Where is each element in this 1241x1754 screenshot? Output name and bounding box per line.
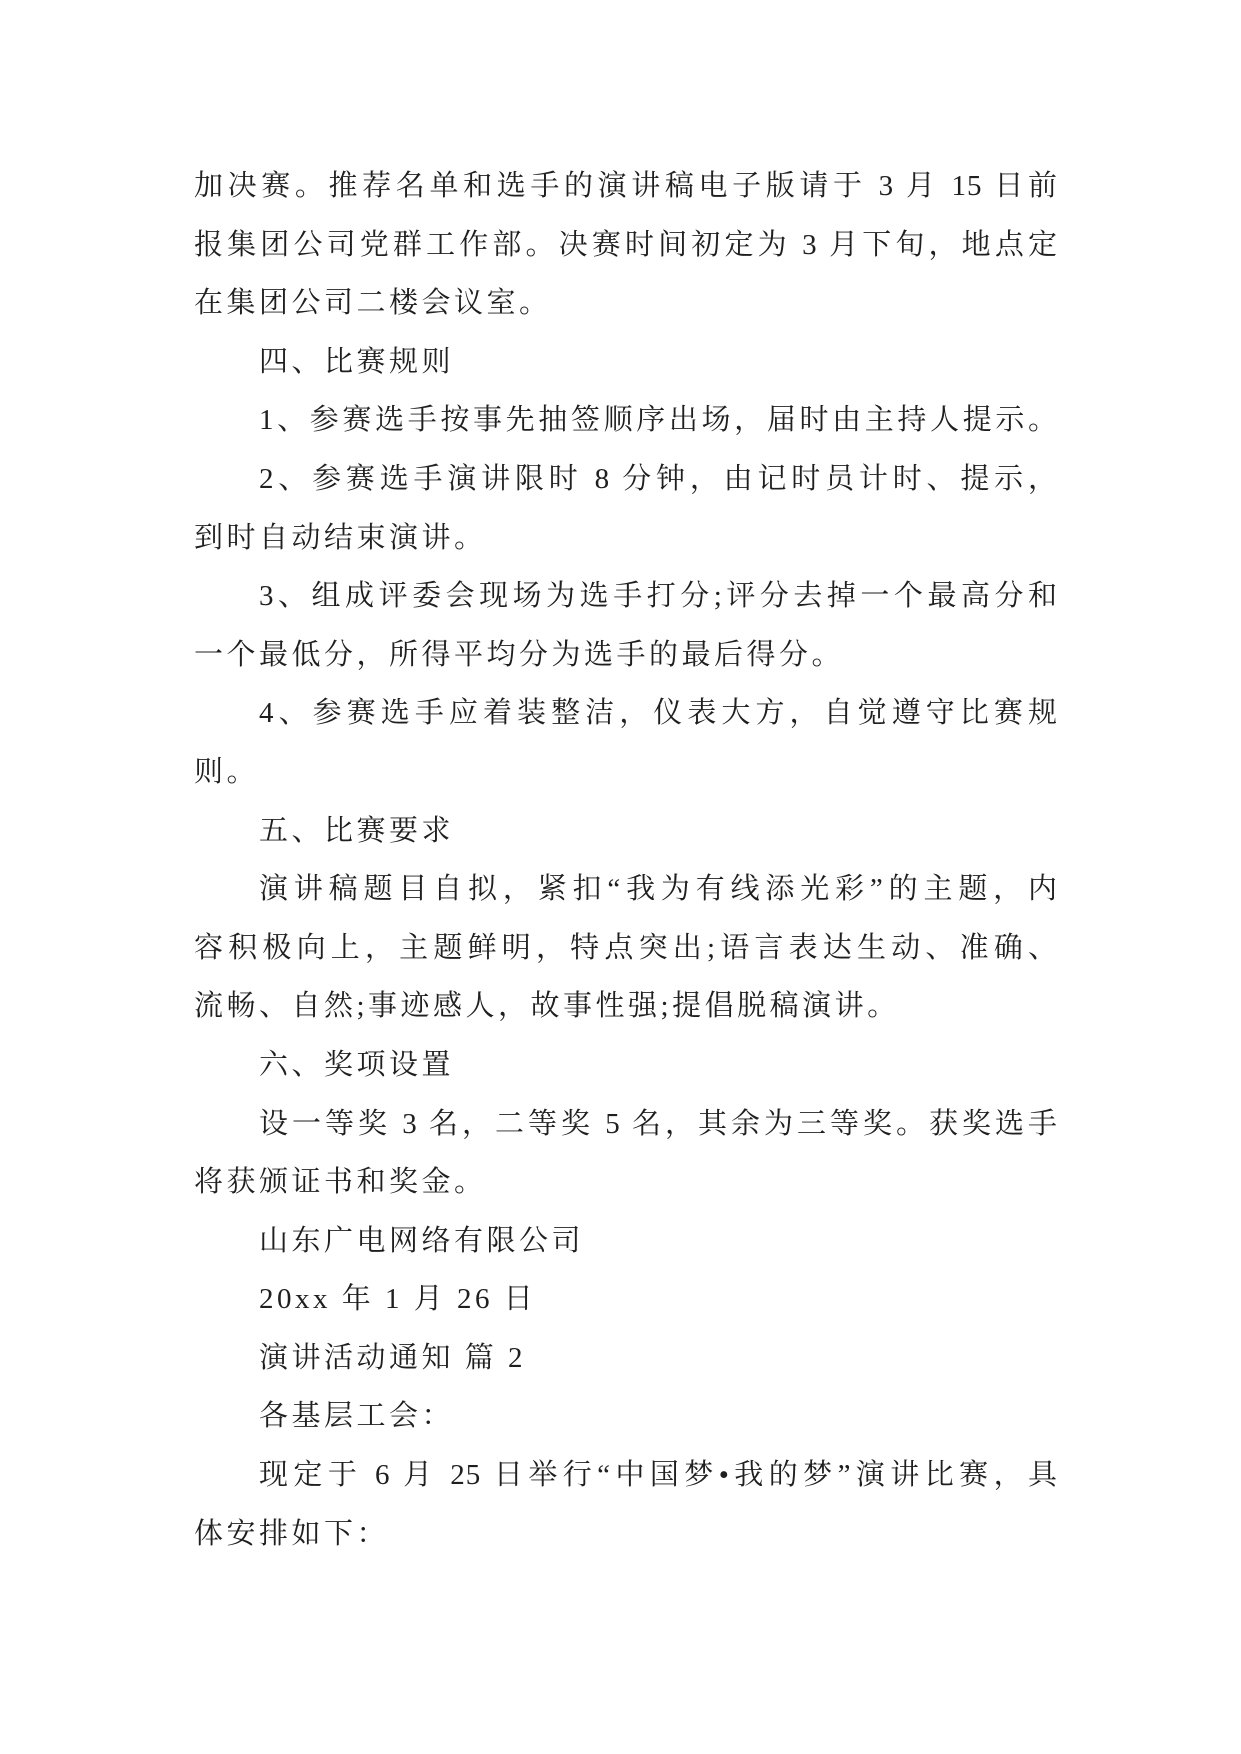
paragraph — [194, 450, 1058, 567]
signature-organization: 山东广电网络有限公司 — [259, 1224, 585, 1257]
paragraph — [194, 684, 1058, 801]
notice-body-line: 现定于 6 月 25 日举行“中国梦•我的梦”演讲比赛，具 — [259, 1459, 1058, 1492]
notice-body-line: 体安排如下： — [194, 1517, 390, 1550]
paragraph-text-line: 加决赛。推荐名单和选手的演讲稿电子版请于 3 月 15 日前 — [194, 170, 1058, 202]
rule-item-line: 1、参赛选手按事先抽签顺序出场，届时由主持人提示。 — [259, 404, 1058, 437]
paragraph-text-line: 在集团公司二楼会议室。 — [194, 287, 552, 320]
document-body — [194, 157, 1058, 1563]
awards-text-line: 设一等奖 3 名，二等奖 5 名，其余为三等奖。获奖选手 — [259, 1107, 1058, 1140]
rule-item-line: 4、参赛选手应着装整洁，仪表大方，自觉遵守比赛规 — [259, 697, 1058, 730]
requirements-text-line: 流畅、自然;事迹感人，故事性强;提倡脱稿演讲。 — [194, 990, 900, 1023]
paragraph — [194, 1036, 1058, 1095]
rule-item-line: 2、参赛选手演讲限时 8 分钟，由记时员计时、提示， — [259, 462, 1058, 495]
paragraph — [194, 391, 1058, 450]
notice-title: 演讲活动通知 篇 2 — [259, 1341, 527, 1374]
paragraph — [194, 1270, 1058, 1329]
paragraph — [194, 333, 1058, 392]
requirements-text-line: 容积极向上，主题鲜明，特点突出;语言表达生动、准确、 — [194, 931, 1058, 964]
rule-item-line: 一个最低分，所得平均分为选手的最后得分。 — [194, 638, 845, 671]
section-heading-rules: 四、比赛规则 — [259, 345, 455, 378]
rule-item-line: 3、组成评委会现场为选手打分;评分去掉一个最高分和 — [259, 580, 1058, 613]
rule-item-line: 则。 — [194, 755, 260, 788]
paragraph — [194, 567, 1058, 684]
paragraph — [194, 1329, 1058, 1388]
paragraph — [194, 1387, 1058, 1446]
section-heading-awards: 六、奖项设置 — [259, 1048, 455, 1081]
paragraph — [194, 860, 1058, 1036]
paragraph — [194, 157, 1058, 333]
signature-date: 20xx 年 1 月 26 日 — [259, 1283, 537, 1316]
rule-item-line: 到时自动结束演讲。 — [194, 521, 487, 554]
paragraph-text-line: 报集团公司党群工作部。决赛时间初定为 3 月下旬，地点定 — [194, 228, 1058, 261]
section-heading-requirements: 五、比赛要求 — [259, 814, 455, 847]
paragraph — [194, 1212, 1058, 1271]
salutation: 各基层工会： — [259, 1400, 455, 1433]
paragraph — [194, 1095, 1058, 1212]
paragraph — [194, 802, 1058, 861]
requirements-text-line: 演讲稿题目自拟，紧扣“我为有线添光彩”的主题，内 — [259, 873, 1058, 906]
awards-text-line: 将获颁证书和奖金。 — [194, 1166, 487, 1199]
paragraph — [194, 1446, 1058, 1563]
